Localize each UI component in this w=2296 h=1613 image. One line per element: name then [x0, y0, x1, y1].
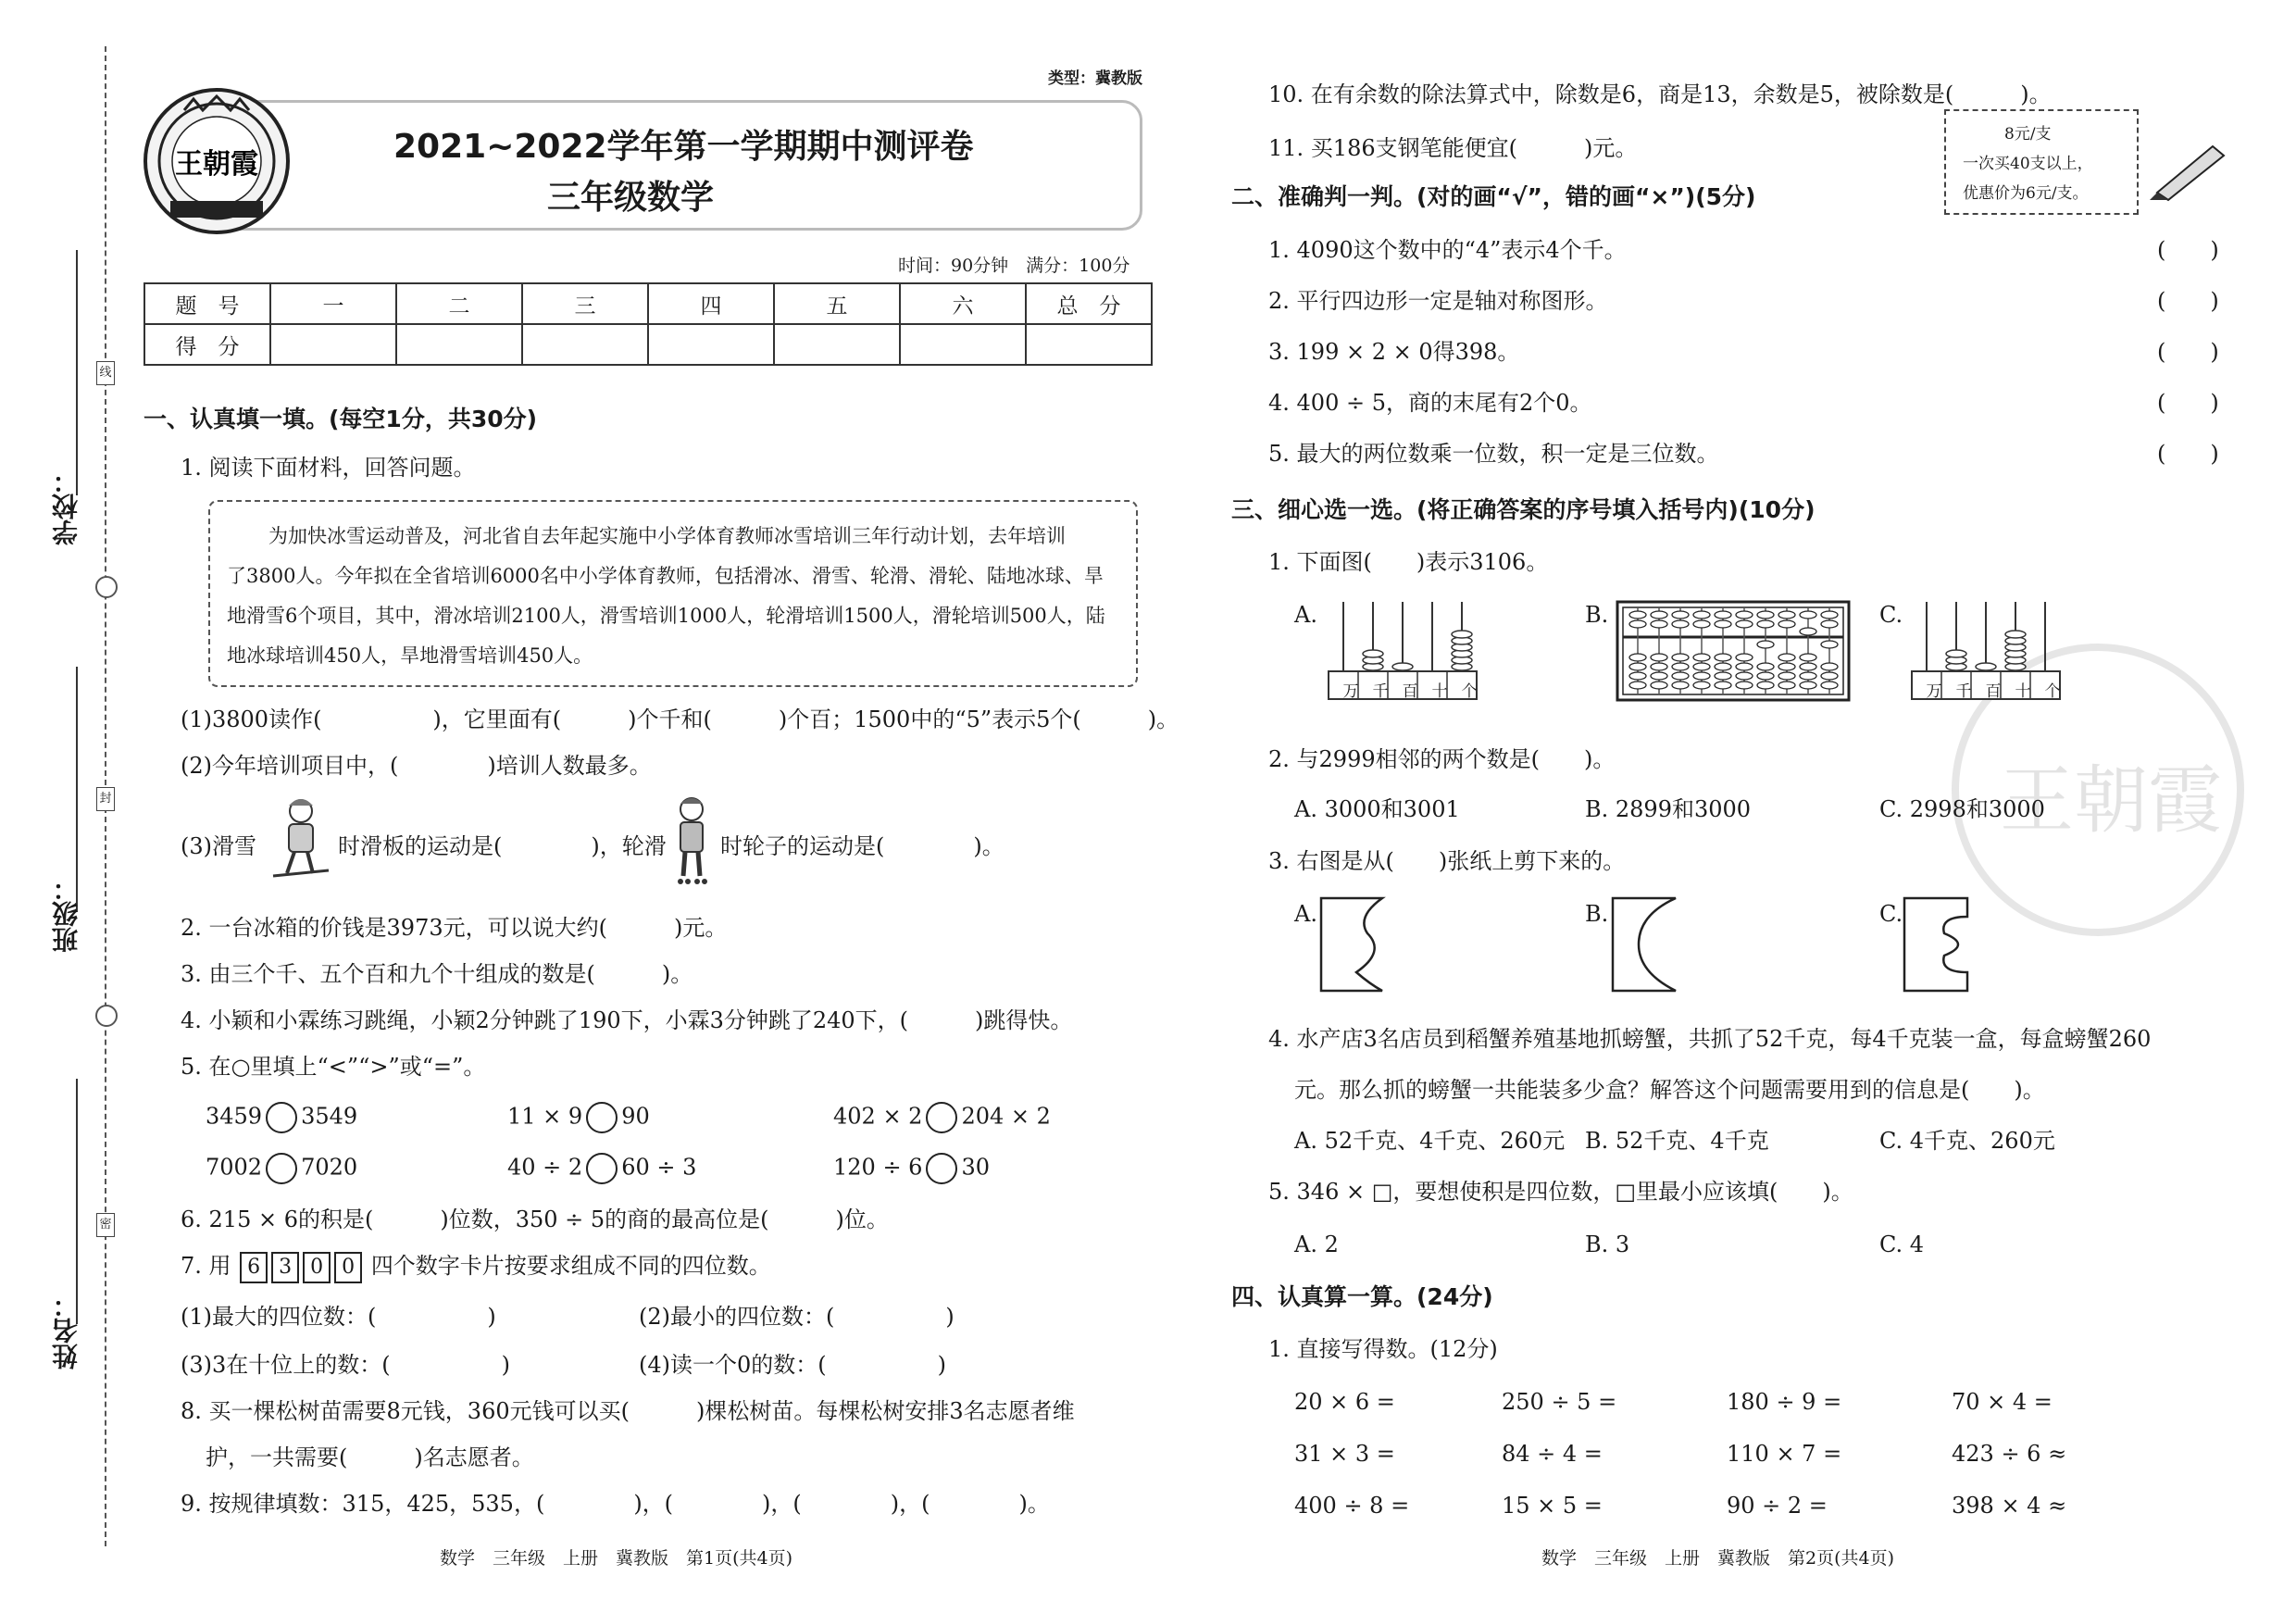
choice-3-option-c: C.	[1879, 901, 1903, 927]
section2-heading: 二、准确判一判。(对的画“√”，错的画“×”)(5分)	[1231, 183, 1756, 210]
passage-line: 为加快冰雪运动普及，河北省自去年起实施中小学体育教师冰雪培训三年行动计划，去年培训	[268, 525, 1066, 547]
passage-line: 了3800人。今年拟在全省培训6000名中小学体育教师，包括滑冰、滑雪、轮滑、滑轮、陆地冰球、旱	[227, 565, 1104, 587]
choice-2-option: B. 2899和3000	[1585, 796, 1752, 822]
score-header-cell: 题 号	[144, 283, 270, 324]
section3-heading: 三、细心选一选。(将正确答案的序号填入括号内)(10分)	[1231, 496, 1816, 523]
question-7-suffix: 四个数字卡片按要求组成不同的四位数。	[370, 1253, 771, 1279]
passage-line: 地冰球培训450人，旱地滑雪培训450人。	[227, 644, 593, 667]
brand-logo	[144, 88, 290, 234]
pen-icon	[2148, 137, 2231, 206]
judge-answer[interactable]: ( )	[2157, 288, 2219, 314]
calc-item: 20 × 6 =	[1294, 1389, 1395, 1415]
score-header-cell: 总 分	[1026, 283, 1152, 324]
score-header-cell: 五	[774, 283, 900, 324]
question-7-3: (3)3在十位上的数：( )	[181, 1352, 510, 1378]
compare-left: 11 × 9	[507, 1103, 583, 1130]
score-header-cell: 三	[522, 283, 648, 324]
question-8-line1: 8. 买一棵松树苗需要8元钱，360元钱可以买( )棵松树苗。每棵松树安排3名志愿者维	[181, 1398, 1075, 1424]
compare-item	[507, 1102, 650, 1133]
compare-item	[833, 1153, 990, 1184]
calc-item: 398 × 4 ≈	[1952, 1493, 2067, 1519]
footer-right: 数学 三年级 上册 冀教版 第2页(共4页)	[1541, 1548, 1895, 1569]
question-4: 4. 小颖和小霖练习跳绳，小颖2分钟跳了190下，小霖3分钟跳了240下，( )跳得快。	[181, 1007, 1073, 1033]
calc-item: 250 ÷ 5 =	[1502, 1389, 1617, 1415]
compare-item	[833, 1102, 1051, 1133]
question-9: 9. 按规律填数：315，425，535，( )，( )，( )，( )。	[181, 1491, 1050, 1517]
question-1-3-end: 时轮子的运动是( )。	[720, 833, 1004, 859]
question-1-2: (2)今年培训项目中，( )培训人数最多。	[181, 753, 652, 779]
binding-mark-line: 线	[96, 361, 115, 385]
question-10: 10. 在有余数的除法算式中，除数是6，商是13，余数是5，被除数是( )。	[1268, 81, 2052, 107]
compare-item	[206, 1153, 357, 1184]
price-line: 一次买40支以上，	[1963, 155, 2093, 173]
place-label: 千	[1955, 682, 1972, 701]
compare-right: 60 ÷ 3	[621, 1154, 697, 1181]
digit-card: 6	[240, 1252, 268, 1283]
question-3: 3. 由三个千、五个百和九个十组成的数是( )。	[181, 961, 693, 987]
abacus-label-c	[1919, 678, 2067, 701]
calc-item: 180 ÷ 9 =	[1727, 1389, 1842, 1415]
paper-shape-c	[1903, 896, 1977, 997]
choice-4-line1: 4. 水产店3名店员到稻蟹养殖基地抓螃蟹，共抓了52千克，每4千克装一盒，每盒螃蟹260	[1268, 1026, 2152, 1052]
choice-5-option: C. 4	[1879, 1232, 1925, 1257]
choice-1-option-c: C.	[1879, 602, 1903, 628]
question-1-1: (1)3800读作( )，它里面有( )个千和( )个百；1500中的“5”表示5个( )。	[181, 706, 1179, 732]
choice-2: 2. 与2999相邻的两个数是( )。	[1268, 746, 1616, 772]
score-header-cell: 二	[396, 283, 522, 324]
choice-5: 5. 346 × □，要想使积是四位数，□里最小应该填( )。	[1268, 1179, 1853, 1205]
type-label: 类型：冀教版	[1048, 69, 1142, 88]
choice-3-option-a: A.	[1294, 901, 1317, 927]
question-1-3-skiing: (3)滑雪	[181, 833, 256, 859]
place-label: 百	[1402, 682, 1418, 701]
place-label: 十	[2015, 682, 2031, 701]
choice-1-option-b: B.	[1585, 602, 1609, 628]
score-header-cell: 四	[648, 283, 774, 324]
question-1-3-mid: 时滑板的运动是( )，轮滑	[338, 833, 667, 859]
score-cell[interactable]	[900, 324, 1026, 365]
name-label: 姓名：	[51, 1292, 81, 1369]
question-7-prefix: 7. 用	[181, 1253, 231, 1279]
place-label: 个	[2044, 682, 2061, 701]
place-label: 个	[1461, 682, 1478, 701]
choice-2-option: C. 2998和3000	[1879, 796, 2045, 822]
digit-card: 3	[271, 1252, 299, 1283]
judge-item: 2. 平行四边形一定是轴对称图形。	[1268, 288, 1608, 314]
choice-3-option-b: B.	[1585, 901, 1609, 927]
question-7-4: (4)读一个0的数：( )	[639, 1352, 946, 1378]
judge-item: 1. 4090这个数中的“4”表示4个千。	[1268, 237, 1627, 263]
calc-item: 110 × 7 =	[1727, 1441, 1842, 1467]
judge-answer[interactable]: ( )	[2157, 339, 2219, 365]
digit-card: 0	[303, 1252, 331, 1283]
school-label: 学校：	[51, 468, 81, 545]
calc-item: 90 ÷ 2 =	[1727, 1493, 1828, 1519]
choice-2-option: A. 3000和3001	[1294, 796, 1460, 822]
question-7	[181, 1252, 771, 1283]
page-title: 2021~2022学年第一学期期中测评卷	[393, 128, 974, 166]
place-label: 十	[1431, 682, 1448, 701]
score-row-label: 得 分	[144, 324, 270, 365]
score-cell[interactable]	[1026, 324, 1152, 365]
calc-item: 423 ÷ 6 ≈	[1952, 1441, 2067, 1467]
score-header-cell: 六	[900, 283, 1026, 324]
judge-item: 3. 199 × 2 × 0得398。	[1268, 339, 1520, 365]
svg-text:王朝霞: 王朝霞	[175, 148, 258, 181]
compare-circle[interactable]	[266, 1102, 297, 1133]
calc-item: 84 ÷ 4 =	[1502, 1441, 1603, 1467]
compare-left: 120 ÷ 6	[833, 1154, 923, 1181]
judge-item: 5. 最大的两位数乘一位数，积一定是三位数。	[1268, 441, 1719, 467]
binding-hole	[95, 576, 118, 598]
abacus-label-a	[1336, 678, 1484, 701]
judge-answer[interactable]: ( )	[2157, 441, 2219, 467]
calc-item: 400 ÷ 8 =	[1294, 1493, 1410, 1519]
choice-4-option: C. 4千克、260元	[1879, 1128, 2055, 1154]
choice-4-option: B. 52千克、4千克	[1585, 1128, 1769, 1154]
choice-5-option: B. 3	[1585, 1232, 1630, 1257]
question-1: 1. 阅读下面材料，回答问题。	[181, 455, 476, 481]
compare-circle[interactable]	[586, 1153, 618, 1184]
choice-1: 1. 下面图( )表示3106。	[1268, 549, 1549, 575]
score-cell[interactable]	[774, 324, 900, 365]
page-subtitle: 三年级数学	[547, 179, 715, 217]
binding-mark-seal: 封	[96, 787, 115, 811]
class-label: 班级：	[51, 875, 81, 953]
compare-right: 3549	[301, 1103, 358, 1130]
school-line	[76, 250, 78, 495]
compare-left: 402 × 2	[833, 1103, 923, 1130]
calc-heading: 1. 直接写得数。(12分)	[1268, 1336, 1498, 1362]
price-line: 8元/支	[2004, 125, 2052, 144]
compare-circle[interactable]	[926, 1102, 957, 1133]
compare-circle[interactable]	[926, 1153, 957, 1184]
question-5: 5. 在○里填上“<”“>”或“=”。	[181, 1054, 486, 1080]
choice-5-option: A. 2	[1294, 1232, 1339, 1257]
compare-left: 40 ÷ 2	[507, 1154, 583, 1181]
judge-answer[interactable]: ( )	[2157, 390, 2219, 416]
judge-answer[interactable]: ( )	[2157, 237, 2219, 263]
compare-item	[206, 1102, 357, 1133]
score-table	[144, 282, 1153, 366]
paper-shape-a	[1319, 896, 1393, 997]
section1-heading: 一、认真填一填。(每空1分，共30分)	[144, 406, 538, 432]
compare-right: 90	[621, 1103, 650, 1130]
digit-card: 0	[334, 1252, 362, 1283]
compare-left: 3459	[206, 1103, 263, 1130]
score-cell[interactable]	[270, 324, 396, 365]
abacus-b	[1616, 600, 1852, 707]
choice-3: 3. 右图是从( )张纸上剪下来的。	[1268, 848, 1626, 874]
choice-1-option-a: A.	[1294, 602, 1317, 628]
place-label: 百	[1985, 682, 2002, 701]
place-label: 万	[1342, 682, 1359, 701]
section4-heading: 四、认真算一算。(24分)	[1231, 1283, 1493, 1310]
paper-shape-b	[1611, 896, 1685, 997]
score-cell[interactable]	[522, 324, 648, 365]
score-cell[interactable]	[648, 324, 774, 365]
compare-left: 7002	[206, 1154, 263, 1181]
place-label: 千	[1372, 682, 1389, 701]
footer-left: 数学 三年级 上册 冀教版 第1页(共4页)	[440, 1548, 793, 1569]
choice-4-line2: 元。那么抓的螃蟹一共能装多少盒？解答这个问题需要用到的信息是( )。	[1294, 1077, 2045, 1103]
skater-illustration	[667, 794, 718, 891]
question-6: 6. 215 × 6的积是( )位数，350 ÷ 5的商的最高位是( )位。	[181, 1207, 889, 1232]
judge-item: 4. 400 ÷ 5，商的末尾有2个0。	[1268, 390, 1592, 416]
choice-4-option: A. 52千克、4千克、260元	[1294, 1128, 1566, 1154]
price-line: 优惠价为6元/支。	[1963, 184, 2089, 203]
score-cell[interactable]	[396, 324, 522, 365]
time-score: 时间：90分钟 满分：100分	[898, 256, 1130, 276]
compare-right: 7020	[301, 1154, 358, 1181]
compare-item	[507, 1153, 696, 1184]
compare-circle[interactable]	[586, 1102, 618, 1133]
watermark-text: 王朝霞	[2000, 757, 2222, 844]
calc-item: 70 × 4 =	[1952, 1389, 2053, 1415]
binding-hole	[95, 1005, 118, 1027]
passage-line: 地滑雪6个项目，其中，滑冰培训2100人，滑雪培训1000人，轮滑培训1500人，滑轮培训500人，陆	[227, 605, 1105, 627]
question-7-1: (1)最大的四位数：( )	[181, 1304, 496, 1330]
name-line	[76, 1079, 78, 1324]
binding-mark-secret: 密	[96, 1213, 115, 1237]
score-header-cell: 一	[270, 283, 396, 324]
place-label: 万	[1926, 682, 1942, 701]
calc-item: 15 × 5 =	[1502, 1493, 1603, 1519]
skier-illustration	[268, 794, 333, 886]
compare-circle[interactable]	[266, 1153, 297, 1184]
question-11: 11. 买186支钢笔能便宜( )元。	[1268, 135, 1638, 161]
calc-item: 31 × 3 =	[1294, 1441, 1395, 1467]
question-7-2: (2)最小的四位数：( )	[639, 1304, 955, 1330]
question-2: 2. 一台冰箱的价钱是3973元，可以说大约( )元。	[181, 915, 728, 941]
compare-right: 30	[961, 1154, 990, 1181]
question-8-line2: 护，一共需要( )名志愿者。	[206, 1444, 534, 1470]
compare-right: 204 × 2	[961, 1103, 1051, 1130]
